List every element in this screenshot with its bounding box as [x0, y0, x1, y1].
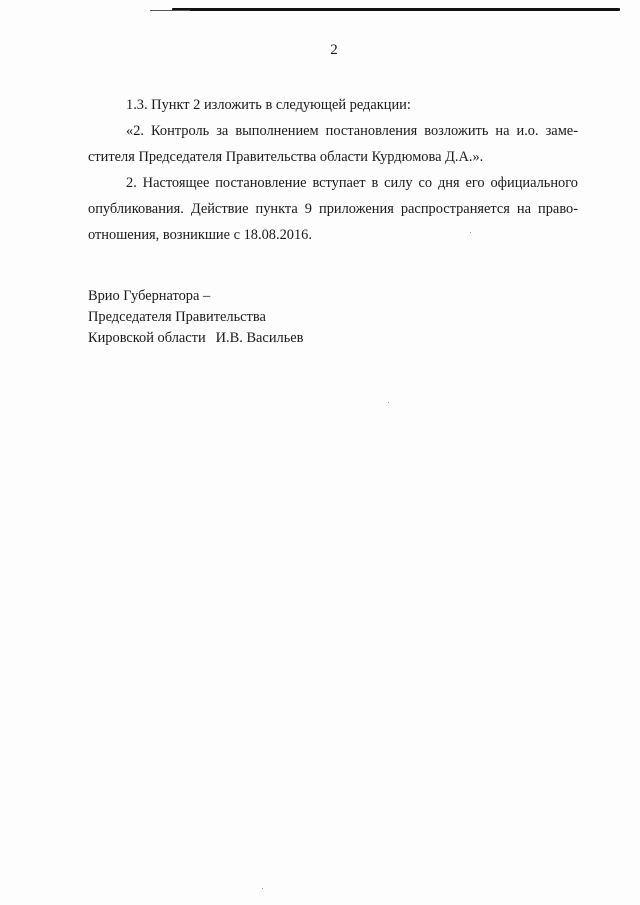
page-number: 2 [330, 42, 338, 58]
paragraph-1-3 [88, 92, 578, 118]
scan-speck [262, 888, 263, 889]
paragraph-line: отношения, возникшие с 18.08.2016. [88, 227, 312, 243]
paragraph-quoted-point-2 [88, 118, 578, 170]
scan-speck [388, 402, 389, 403]
signatory-name: И.В. Васильев [215, 330, 304, 346]
top-rule-fragment [150, 10, 190, 11]
signature-title-line-3 [88, 328, 303, 349]
signature-block [88, 286, 303, 349]
scan-speck [470, 232, 471, 233]
paragraph-line: стителя Председателя Правительства области Курдюмова Д.А.». [88, 149, 484, 165]
paragraph-line: 1.3. Пункт 2 изложить в следующей редакции: [126, 97, 411, 113]
signature-title-line-2: Председателя Правительства [88, 309, 266, 325]
paragraph-line: 2. Настоящее постановление вступает в силу со дня его официального [126, 175, 578, 191]
top-rule [172, 8, 620, 11]
paragraph-line: «2. Контроль за выполнением постановления возложить на и.о. заме- [126, 123, 578, 139]
paragraph-line: опубликования. Действие пункта 9 приложения распространяется на право- [88, 201, 578, 217]
signature-title-line-1: Врио Губернатора – [88, 288, 211, 304]
paragraph-2 [88, 170, 578, 248]
signature-region: Кировской области [88, 330, 206, 346]
document-body [88, 92, 578, 248]
